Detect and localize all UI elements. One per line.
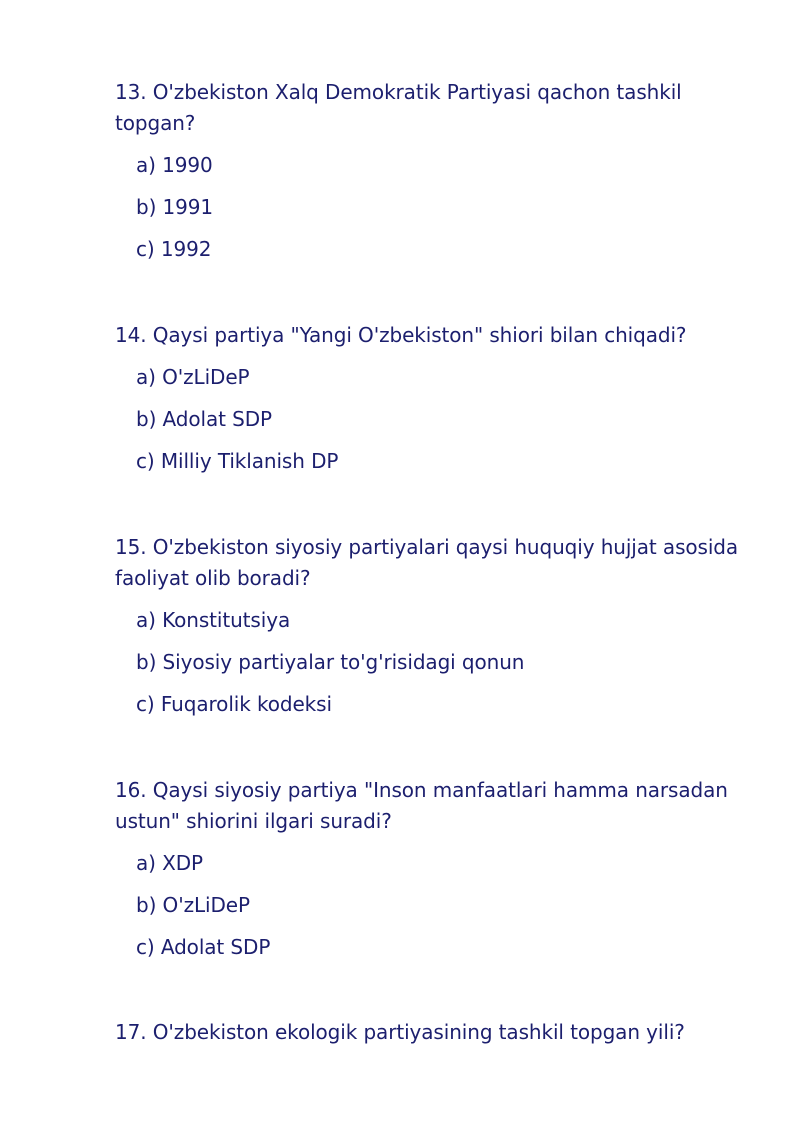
question-text: 17. O'zbekiston ekologik partiyasining tashkil topgan yili? — [115, 1020, 685, 1044]
option-b: b) 1991 — [136, 195, 214, 219]
question-13 — [115, 77, 755, 265]
option-a: a) O'zLiDeP — [136, 365, 250, 389]
option-b: b) Siyosiy partiyalar to'g'risidagi qonun — [136, 650, 525, 674]
options-list — [115, 150, 755, 265]
question-text: 14. Qaysi partiya "Yangi O'zbekiston" shiori bilan chiqadi? — [115, 323, 687, 347]
question-14 — [115, 320, 755, 477]
option-a: a) XDP — [136, 851, 203, 875]
question-16 — [115, 775, 755, 963]
question-text: 15. O'zbekiston siyosiy partiyalari qaysi huquqiy hujjat asosida faoliyat olib boradi? — [115, 535, 739, 590]
question-15 — [115, 532, 755, 720]
question-17 — [115, 1017, 755, 1048]
option-c: c) Adolat SDP — [136, 935, 271, 959]
question-text: 13. O'zbekiston Xalq Demokratik Partiyasi qachon tashkil topgan? — [115, 80, 682, 135]
option-b: b) Adolat SDP — [136, 407, 272, 431]
options-list — [115, 362, 755, 477]
option-a: a) 1990 — [136, 153, 213, 177]
options-list — [115, 605, 755, 720]
option-c: c) Milliy Tiklanish DP — [136, 449, 339, 473]
option-a: a) Konstitutsiya — [136, 608, 291, 632]
option-b: b) O'zLiDeP — [136, 893, 250, 917]
option-c: c) 1992 — [136, 237, 212, 261]
options-list — [115, 848, 755, 963]
option-c: c) Fuqarolik kodeksi — [136, 692, 332, 716]
question-text: 16. Qaysi siyosiy partiya "Inson manfaatlari hamma narsadan ustun" shiorini ilgari suradi? — [115, 778, 728, 833]
